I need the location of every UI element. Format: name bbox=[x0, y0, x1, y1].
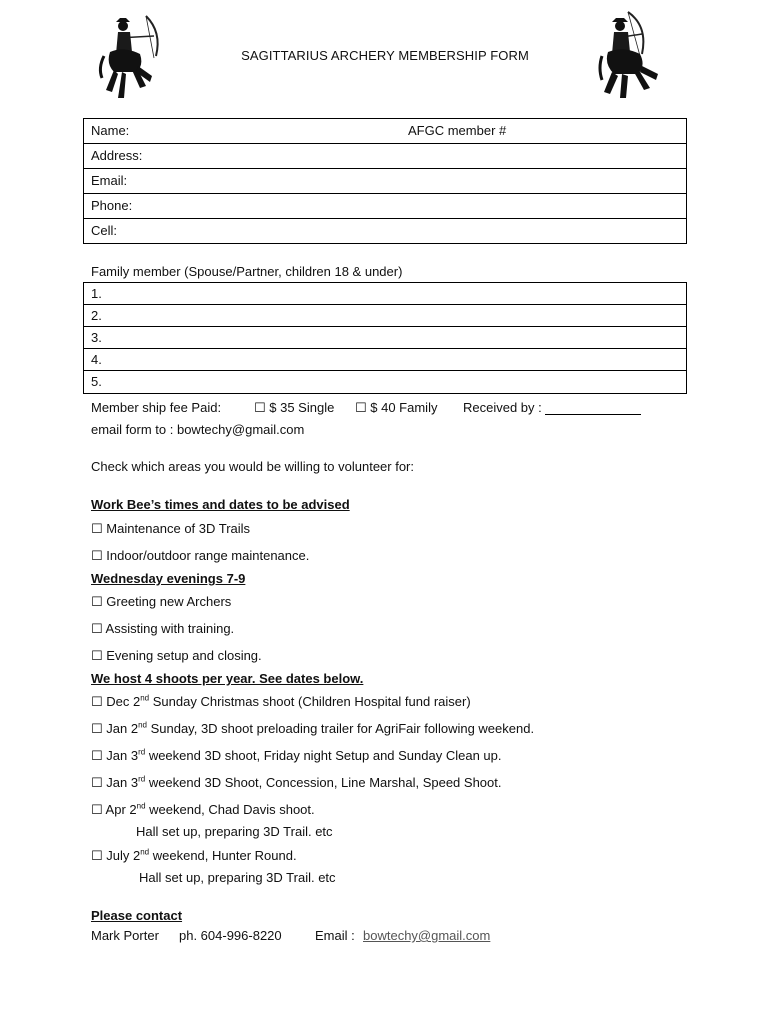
phone-row[interactable] bbox=[84, 194, 686, 219]
apr-chad-davis-checkbox[interactable]: ☐ Apr 2nd weekend, Chad Davis shoot. bbox=[91, 801, 315, 817]
jan-preloading-checkbox[interactable]: ☐ Jan 2nd Sunday, 3D shoot preloading trailer for AgriFair following weekend. bbox=[91, 720, 535, 736]
range-maintenance-checkbox[interactable]: ☐ Indoor/outdoor range maintenance. bbox=[91, 548, 310, 563]
jan-concession-checkbox[interactable]: ☐ Jan 3rd weekend 3D Shoot, Concession, Line Marshal, Speed Shoot. bbox=[91, 774, 502, 790]
family-row[interactable]: 4. bbox=[84, 349, 686, 371]
contact-phone: ph. 604-996-8220 bbox=[179, 928, 282, 943]
july-sub-note: Hall set up, preparing 3D Trail. etc bbox=[139, 870, 336, 885]
family-member-label: Family member (Spouse/Partner, children 18 & under) bbox=[91, 264, 403, 279]
cell-label: Cell: bbox=[91, 223, 118, 238]
form-title: SAGITTARIUS ARCHERY MEMBERSHIP FORM bbox=[241, 48, 529, 63]
family-row[interactable]: 1. bbox=[84, 283, 686, 305]
received-by-line bbox=[545, 402, 641, 415]
evening-setup-checkbox[interactable]: ☐ Evening setup and closing. bbox=[91, 648, 262, 663]
cell-row[interactable] bbox=[84, 219, 686, 243]
dec-christmas-shoot-checkbox[interactable]: ☐ Dec 2nd Sunday Christmas shoot (Children Hospital fund raiser) bbox=[91, 693, 471, 709]
contact-name: Mark Porter bbox=[91, 928, 159, 943]
greeting-archers-checkbox[interactable]: ☐ Greeting new Archers bbox=[91, 594, 232, 609]
family-row[interactable]: 3. bbox=[84, 327, 686, 349]
volunteer-intro: Check which areas you would be willing to volunteer for: bbox=[91, 459, 415, 474]
wednesday-heading: Wednesday evenings 7-9 bbox=[91, 571, 246, 586]
name-row[interactable] bbox=[84, 119, 686, 144]
family-row[interactable]: 2. bbox=[84, 305, 686, 327]
address-row[interactable] bbox=[84, 144, 686, 169]
assisting-training-checkbox[interactable]: ☐ Assisting with training. bbox=[91, 621, 235, 636]
email-label: Email: bbox=[91, 173, 128, 188]
member-info-table bbox=[83, 118, 687, 244]
jan-setup-cleanup-checkbox[interactable]: ☐ Jan 3rd weekend 3D shoot, Friday night Setup and Sunday Clean up. bbox=[91, 747, 502, 763]
family-row[interactable]: 5. bbox=[91, 374, 102, 389]
email-form-to: email form to : bowtechy@gmail.com bbox=[91, 422, 305, 437]
phone-label: Phone: bbox=[91, 198, 133, 213]
received-by-field[interactable] bbox=[463, 400, 641, 415]
afgc-member-label: AFGC member # bbox=[408, 123, 507, 138]
email-row[interactable] bbox=[84, 169, 686, 194]
name-label: Name: bbox=[91, 123, 130, 138]
apr-sub-note: Hall set up, preparing 3D Trail. etc bbox=[136, 824, 333, 839]
contact-email-link[interactable]: bowtechy@gmail.com bbox=[363, 928, 491, 943]
fee-paid-label: Member ship fee Paid: bbox=[91, 400, 222, 415]
shoots-heading: We host 4 shoots per year. See dates below. bbox=[91, 671, 364, 686]
july-hunter-round-checkbox[interactable]: ☐ July 2nd weekend, Hunter Round. bbox=[91, 847, 297, 863]
single-fee-checkbox[interactable]: ☐ $ 35 Single bbox=[254, 400, 335, 415]
contact-heading: Please contact bbox=[91, 908, 183, 923]
received-by-label: Received by : bbox=[463, 400, 542, 415]
work-bee-heading: Work Bee’s times and dates to be advised bbox=[91, 497, 350, 512]
family-fee-checkbox[interactable]: ☐ $ 40 Family bbox=[355, 400, 438, 415]
address-label: Address: bbox=[91, 148, 143, 163]
maintenance-3d-trails-checkbox[interactable]: ☐ Maintenance of 3D Trails bbox=[91, 521, 251, 536]
family-member-table bbox=[83, 282, 687, 394]
contact-email-label: Email : bbox=[315, 928, 355, 943]
